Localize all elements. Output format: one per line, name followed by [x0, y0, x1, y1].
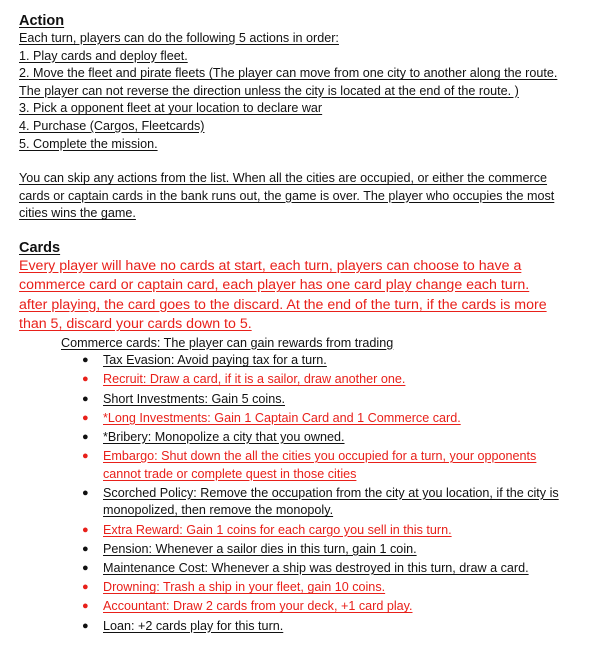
card-text: Drowning: Trash a ship in your fleet, gain 10 coins.	[103, 580, 386, 595]
action-steps	[19, 48, 574, 154]
bullet-icon: ●	[82, 354, 89, 367]
list-item	[82, 448, 572, 483]
commerce-cards-intro: Commerce cards: The player can gain rewards from trading	[61, 335, 394, 350]
list-item	[82, 485, 572, 520]
bullet-icon: ●	[82, 450, 89, 463]
list-item	[82, 371, 572, 389]
action-heading: Action	[19, 13, 65, 29]
card-text: Scorched Policy: Remove the occupation from the city at you location, if the city is monopolized, then remove the monopoly.	[103, 485, 559, 518]
action-step: 1. Play cards and deploy fleet.	[19, 48, 188, 63]
bullet-icon: ●	[82, 600, 89, 613]
action-intro: Each turn, players can do the following 5 actions in order:	[19, 31, 339, 45]
action-note: You can skip any actions from the list. When all the cities are occupied, or either the commerce cards or captain cards in the bank runs out, the game is over. The player who occupies the most cities wins the game.	[19, 171, 555, 221]
bullet-icon: ●	[82, 542, 89, 555]
commerce-card-list	[82, 352, 572, 635]
card-text: *Long Investments: Gain 1 Captain Card and 1 Commerce card.	[103, 410, 461, 425]
bullet-icon: ●	[82, 411, 89, 424]
action-step: 5. Complete the mission.	[19, 136, 158, 151]
card-text: Tax Evasion: Avoid paying tax for a turn.	[103, 353, 327, 368]
action-step: 4. Purchase (Cargos, Fleetcards)	[19, 118, 205, 133]
card-text: Extra Reward: Gain 1 coins for each cargo you sell in this turn.	[103, 522, 452, 537]
action-step: 3. Pick a opponent fleet at your location to declare war	[19, 101, 323, 116]
list-item	[82, 560, 572, 578]
cards-red-paragraph: Every player will have no cards at start, each turn, players can choose to have a commerce card or captain card, each player has one card play change each turn. after playing, the card goes to the discard. At the end of the turn, if the cards is more than 5, discard your cards down to 5.	[19, 257, 547, 333]
list-item	[82, 352, 572, 370]
bullet-icon: ●	[82, 392, 89, 405]
card-text: Embargo: Shut down the all the cities you occupied for a turn, your opponents cannot trade or complete quest in those cities	[103, 449, 537, 481]
card-text: Pension: Whenever a sailor dies in this turn, gain 1 coin.	[103, 541, 417, 556]
card-text: *Bribery: Monopolize a city that you owned.	[103, 429, 345, 444]
list-item	[82, 410, 572, 428]
list-item	[82, 541, 572, 559]
document-page	[19, 12, 574, 637]
spacer	[19, 153, 574, 170]
card-text: Short Investments: Gain 5 coins.	[103, 391, 285, 406]
card-text: Loan: +2 cards play for this turn.	[103, 618, 284, 633]
bullet-icon: ●	[82, 523, 89, 536]
bullet-icon: ●	[82, 619, 89, 632]
bullet-icon: ●	[82, 486, 89, 499]
cards-heading: Cards	[19, 239, 61, 256]
bullet-icon: ●	[82, 581, 89, 594]
list-item	[82, 522, 572, 540]
bullet-icon: ●	[82, 562, 89, 575]
card-text: Recruit: Draw a card, if it is a sailor, draw another one.	[103, 372, 406, 387]
list-item	[82, 579, 572, 597]
spacer	[19, 223, 574, 239]
list-item	[82, 598, 572, 616]
list-item	[82, 429, 572, 447]
card-text: Accountant: Draw 2 cards from your deck, +1 card play.	[103, 599, 413, 614]
list-item	[82, 391, 572, 409]
action-step: 2. Move the fleet and pirate fleets (The player can move from one city to another along the route. The player can not reverse the direction unless the city is located at the end of the route. )	[19, 66, 558, 98]
list-item	[82, 618, 572, 636]
bullet-icon: ●	[82, 430, 89, 443]
card-text: Maintenance Cost: Whenever a ship was destroyed in this turn, draw a card.	[103, 561, 529, 576]
bullet-icon: ●	[82, 373, 89, 386]
